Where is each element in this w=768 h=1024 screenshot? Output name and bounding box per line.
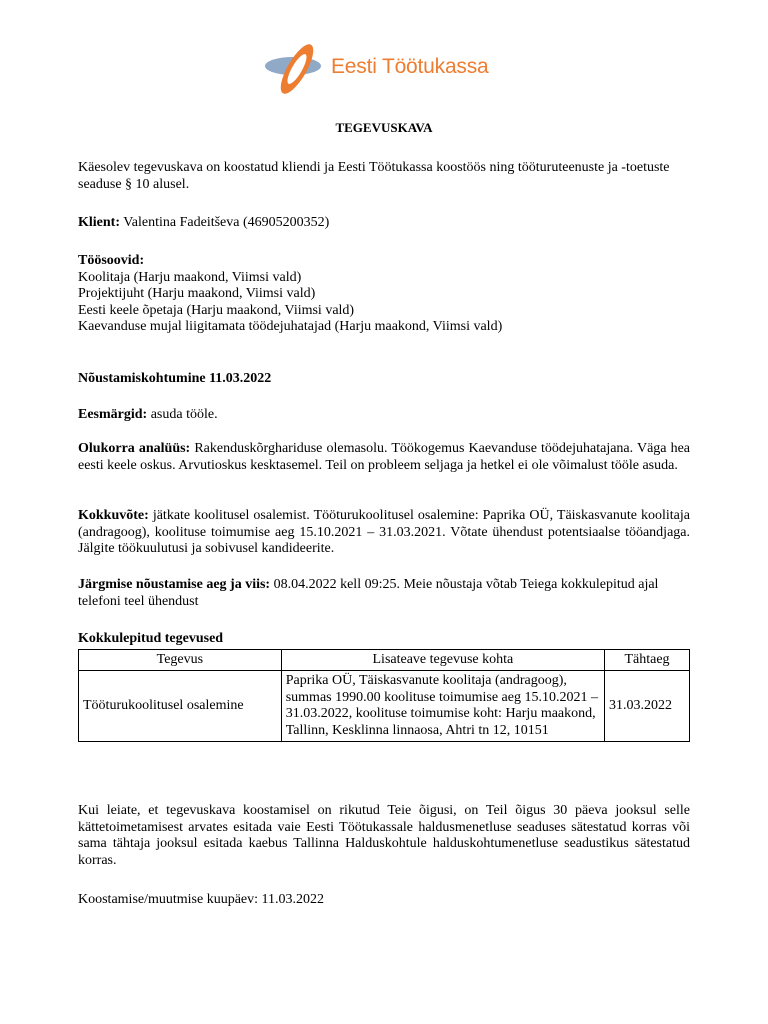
client-line: [78, 215, 690, 232]
job-wishes-section: [78, 253, 690, 336]
deadline-cell: 31.03.2022: [605, 671, 690, 742]
document-title: TEGEVUSKAVA: [335, 120, 433, 135]
analysis-paragraph: [78, 441, 690, 474]
next-meeting-value: 08.04.2022 kell 09:25. Meie nõustaja võtab Teiega kokkulepitud ajal telefoni teel ühendust: [78, 577, 659, 609]
analysis-label: Olukorra analüüs:: [78, 441, 191, 456]
summary-value: jätkate koolitusel osalemist. Tööturukoolitusel osalemine: Paprika OÜ, Täiskasvanute koolitaja (andragoog), koolituse toimumise aeg 15.10.2021 – 31.03.2021. Võtate ühendust potentsiaalse tööandjaga. Jälgite töökuulutusi ja sobivusel kandideerite.: [78, 508, 691, 556]
meeting-heading: Nõustamiskohtumine 11.03.2022: [78, 371, 272, 386]
table-row: [79, 671, 690, 742]
compilation-date: Koostamise/muutmise kuupäev: 11.03.2022: [78, 892, 325, 907]
column-header-deadline: Tähtaeg: [605, 650, 690, 671]
client-label: Klient:: [78, 215, 120, 230]
goals-value: asuda tööle.: [150, 407, 218, 422]
intro-paragraph: Käesolev tegevuskava on koostatud kliendi ja Eesti Töötukassa koostöös ning tööturuteenuste ja -toetuste seaduse § 10 alusel.: [78, 160, 670, 192]
column-header-activity: Tegevus: [79, 650, 282, 671]
goals-label: Eesmärgid:: [78, 407, 148, 422]
goals-line: [78, 407, 690, 424]
info-cell: Paprika OÜ, Täiskasvanute koolitaja (andragoog), summas 1990.00 koolituse toimumise aeg 15.10.2021 – 31.03.2022, koolituse toimumise koht: Harju maakond, Tallinn, Kesklinna linnaosa, Ahtri tn 12, 10151: [281, 671, 604, 742]
job-wish-item: Koolitaja (Harju maakond, Viimsi vald): [78, 269, 302, 285]
job-wish-item: Projektijuht (Harju maakond, Viimsi vald): [78, 286, 316, 301]
tootukassa-logo: [263, 42, 513, 96]
next-meeting-label: Järgmise nõustamise aeg ja viis:: [78, 577, 271, 592]
job-wishes-label: Töösoovid:: [78, 253, 145, 268]
column-header-info: Lisateave tegevuse kohta: [281, 650, 604, 671]
job-wish-item: Eesti keele õpetaja (Harju maakond, Viimsi vald): [78, 302, 355, 318]
agreed-activities-table: [78, 649, 690, 742]
summary-label: Kokkuvõte:: [78, 508, 149, 523]
table-header-row: [79, 650, 690, 671]
logo-text: Eesti Töötukassa: [331, 55, 489, 78]
analysis-value: Rakenduskõrghariduse olemasolu. Töökogemus Kaevanduse töödejuhatajana. Väga hea eesti keele oskus. Arvutioskus kesktasemel. Teil on probleem seljaga ja hetkel ei ole võimalust tööle asuda.: [78, 441, 691, 473]
next-meeting-paragraph: [78, 577, 690, 610]
rights-notice: Kui leiate, et tegevuskava koostamisel on rikutud Teie õigusi, on Teil õigus 30 päeva jooksul selle kättetoimetamisest arvates esitada vaie Eesti Töötukassale haldusmenetluse seaduses sätestatud korras või sama tähtaja jooksul esitada kaebus Tallinna Halduskohtule halduskohtumenetluse seadustikus sätestatud korras.: [78, 803, 690, 868]
summary-paragraph: [78, 508, 690, 558]
client-value: Valentina Fadeitševa (46905200352): [123, 215, 330, 230]
job-wish-item: Kaevanduse mujal liigitamata töödejuhatajad (Harju maakond, Viimsi vald): [78, 319, 503, 334]
activity-cell: Tööturukoolitusel osalemine: [79, 671, 282, 742]
agreed-activities-heading: Kokkulepitud tegevused: [78, 631, 224, 646]
tootukassa-logo-mark-icon: [263, 42, 327, 96]
